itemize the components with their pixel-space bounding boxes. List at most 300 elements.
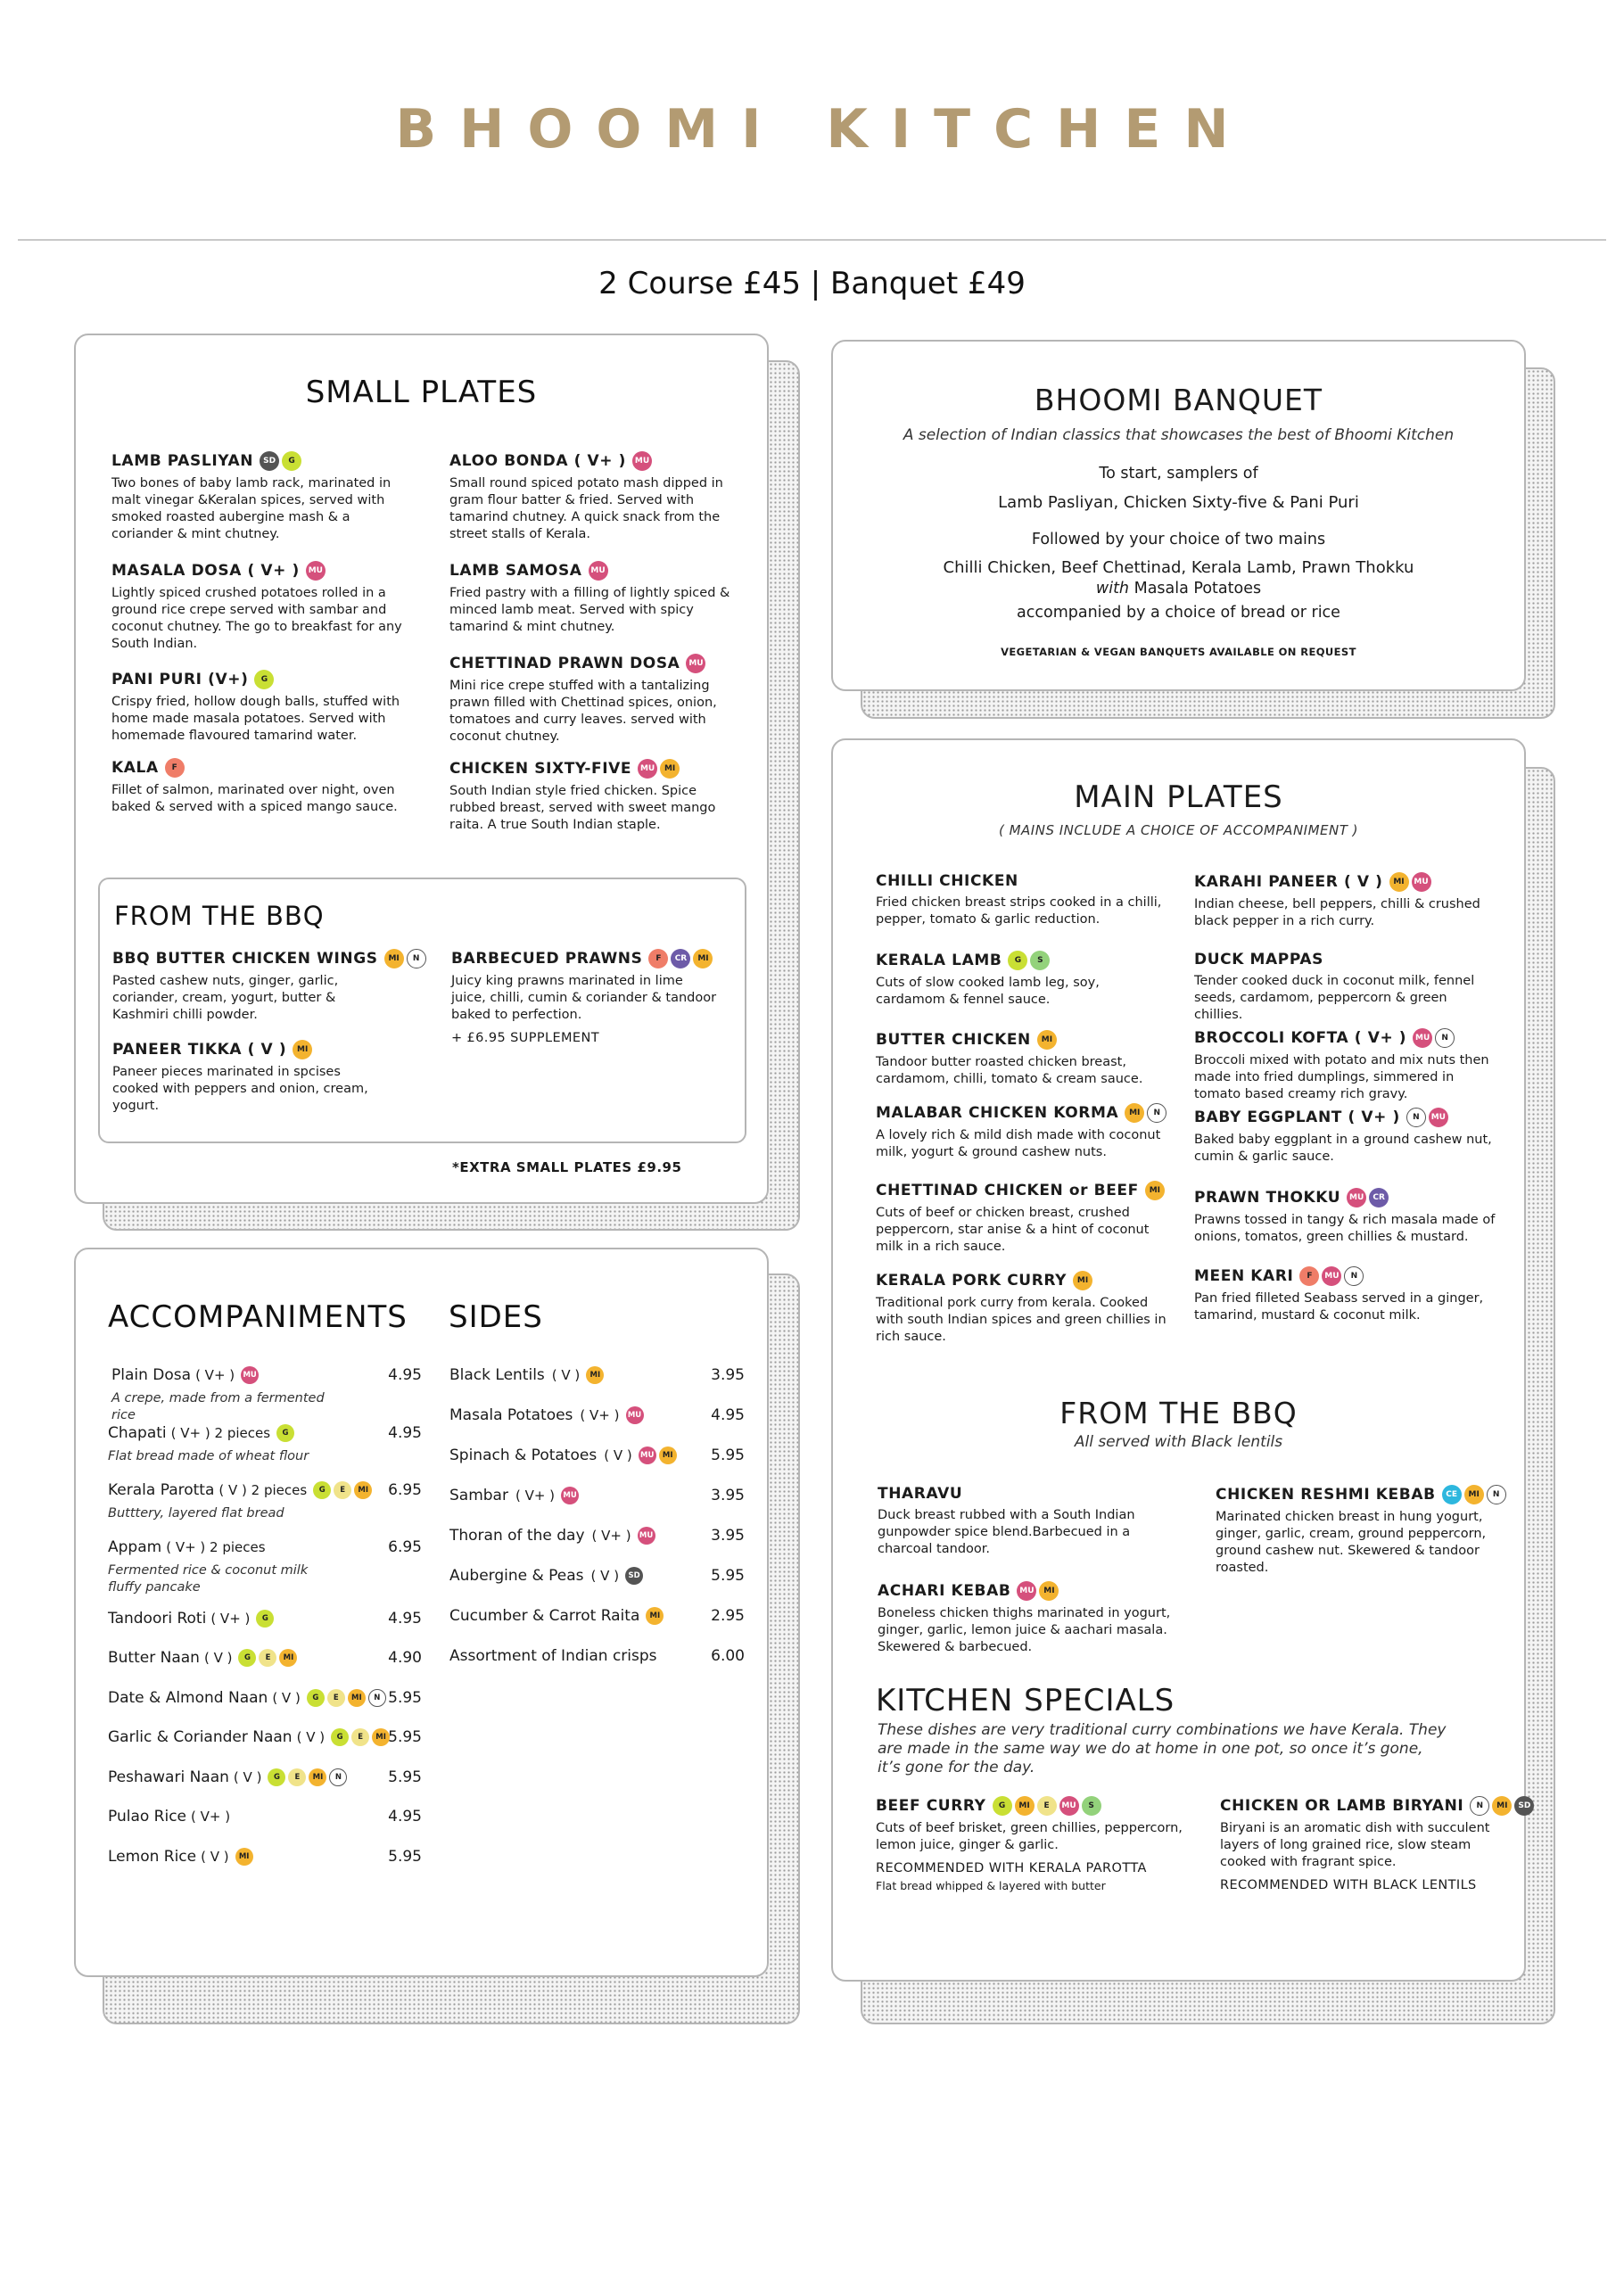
allergen-badge-sd: SD — [625, 1567, 643, 1585]
menu-item-name-row — [451, 949, 719, 968]
allergen-badge-n: N — [407, 949, 426, 968]
allergen-badge-mu: MU — [241, 1366, 259, 1384]
menu-item-note: RECOMMENDED WITH KERALA PAROTTA — [876, 1861, 1147, 1875]
side-price: 3.95 — [711, 1527, 745, 1545]
menu-item-subnote: Flat bread whipped & layered with butter — [876, 1879, 1106, 1892]
allergen-badge-g: G — [993, 1796, 1012, 1816]
accompaniment-row — [108, 1848, 253, 1866]
accompaniment-row — [111, 1366, 259, 1384]
accompaniment-row — [108, 1808, 230, 1826]
side-name: Cucumber & Carrot Raita — [449, 1607, 640, 1625]
menu-item-name-row — [449, 451, 744, 471]
menu-item-name-row — [876, 872, 1170, 890]
menu-item-note: RECOMMENDED WITH BLACK LENTILS — [1220, 1878, 1477, 1892]
menu-item-description: Two bones of baby lamb rack, marinated in malt vinegar &Keralan spices, served with smoked roasted aubergine mash & a coriander & mint chutney. — [111, 476, 392, 541]
allergen-badge-f: F — [1299, 1266, 1319, 1286]
menu-item — [112, 1040, 380, 1115]
allergen-badge-mi: MI — [348, 1689, 366, 1707]
menu-item-description: Lightly spiced crushed potatoes rolled in a ground rice crepe served with sambar and coconut chutney. The go to breakfast for any South Indian. — [111, 586, 402, 651]
menu-item-name-row — [1220, 1796, 1531, 1816]
menu-item-name-row — [449, 759, 744, 779]
allergen-badge-mu: MU — [1347, 1188, 1366, 1207]
accompaniment-price: 4.95 — [388, 1610, 422, 1628]
allergen-badge-n: N — [1470, 1796, 1489, 1816]
menu-item — [449, 654, 744, 746]
menu-item-name: CHILLI CHICKEN — [876, 872, 1018, 890]
accompaniment-tag: ( V+ ) — [195, 1367, 235, 1383]
allergen-badge-ce: CE — [1442, 1485, 1462, 1504]
menu-item-name: ACHARI KEBAB — [878, 1582, 1011, 1600]
menu-item-name-row — [1194, 1108, 1497, 1127]
banquet-footnote: VEGETARIAN & VEGAN BANQUETS AVAILABLE ON REQUEST — [1001, 646, 1356, 658]
menu-item-description: Crispy fried, hollow dough balls, stuffed with home made masala potatoes. Served with homemade flavoured tamarind water. — [111, 695, 400, 743]
allergen-badges — [1470, 1796, 1534, 1816]
side-price: 4.95 — [711, 1406, 745, 1424]
menu-item — [1194, 1188, 1497, 1246]
side-name: Spinach & Potatoes — [449, 1446, 598, 1464]
menu-item-name-row — [111, 758, 406, 778]
small-plates-panel — [74, 334, 769, 1204]
allergen-badge-mi: MI — [309, 1768, 326, 1786]
menu-item-description: Cuts of beef brisket, green chillies, peppercorn, lemon juice, ginger & garlic. — [876, 1821, 1183, 1852]
allergen-badges — [268, 1768, 347, 1786]
accompaniment-name: Date & Almond Naan — [108, 1689, 268, 1707]
menu-item-description: Pan fried filleted Seabass served in a ginger, tamarind, mustard & coconut milk. — [1194, 1291, 1484, 1323]
menu-item-name-row — [878, 1485, 1172, 1503]
menu-item-description: Duck breast rubbed with a South Indian gunpowder spice blend.Barbecued in a charcoal tandoor. — [878, 1508, 1135, 1556]
menu-item — [449, 759, 744, 834]
allergen-badge-mi: MI — [586, 1366, 604, 1384]
accompaniment-price: 6.95 — [388, 1481, 422, 1499]
menu-item-name: CHETTINAD CHICKEN or BEEF — [876, 1182, 1139, 1199]
menu-item-name: ALOO BONDA ( V+ ) — [449, 452, 627, 470]
accompaniment-tag: ( V+ ) 2 pieces — [170, 1425, 271, 1441]
menu-item-name-row — [876, 1796, 1197, 1816]
menu-item-name: CHETTINAD PRAWN DOSA — [449, 655, 680, 672]
menu-item-name: LAMB SAMOSA — [449, 562, 582, 580]
menu-item — [876, 1103, 1170, 1161]
menu-item-name-row — [1194, 951, 1497, 968]
allergen-badge-mi: MI — [354, 1481, 372, 1499]
kitchen-specials-title: KITCHEN SPECIALS — [876, 1683, 1175, 1718]
allergen-badge-mi: MI — [1492, 1796, 1512, 1816]
accompaniment-price: 5.95 — [388, 1848, 422, 1866]
small-plates-title: SMALL PLATES — [305, 375, 538, 410]
allergen-badge-n: N — [1435, 1028, 1455, 1048]
allergen-badges — [625, 1567, 643, 1585]
banquet-start-label: To start, samplers of — [1099, 465, 1258, 482]
menu-item-name-row — [876, 1271, 1170, 1290]
menu-item-name: BBQ BUTTER CHICKEN WINGS — [112, 950, 378, 968]
menu-item-name: MALABAR CHICKEN KORMA — [876, 1104, 1119, 1122]
allergen-badge-mi: MI — [1039, 1581, 1059, 1601]
menu-item-description: Boneless chicken thighs marinated in yogurt, ginger, garlic, lemon juice & aachari masala. Skewered & barbecued. — [878, 1606, 1171, 1654]
menu-item-description: Paneer pieces marinated in spcises cooked with peppers and onion, cream, yogurt. — [112, 1065, 368, 1113]
menu-item-name: MEEN KARI — [1194, 1267, 1294, 1285]
side-tag: ( V ) — [551, 1367, 581, 1383]
allergen-badges — [1017, 1581, 1059, 1601]
allergen-badges — [686, 654, 705, 673]
allergen-badge-mu: MU — [626, 1406, 644, 1424]
allergen-badges — [632, 451, 652, 471]
menu-item-name: MASALA DOSA ( V+ ) — [111, 562, 300, 580]
accompaniment-name: Appam — [108, 1538, 162, 1556]
banquet-with-line — [833, 580, 1524, 598]
menu-item-name-row — [876, 1030, 1170, 1050]
accompaniment-price: 4.95 — [388, 1366, 422, 1384]
allergen-badges — [648, 949, 713, 968]
accompaniment-tag: ( V ) 2 pieces — [218, 1482, 308, 1498]
allergen-badge-mi: MI — [384, 949, 404, 968]
accompaniment-row — [108, 1538, 266, 1556]
side-tag: ( V+ ) — [580, 1407, 620, 1423]
side-row — [449, 1567, 643, 1585]
allergen-badges — [638, 759, 680, 779]
allergen-badge-mu: MU — [1413, 1028, 1432, 1048]
pricing-line: 2 Course £45 | Banquet £49 — [598, 266, 1026, 301]
accompaniments-panel — [74, 1248, 769, 1977]
main-plates-panel — [831, 738, 1531, 1982]
allergen-badges — [1413, 1028, 1455, 1048]
allergen-badge-mi: MI — [293, 1040, 312, 1059]
side-price: 5.95 — [711, 1446, 745, 1464]
accompaniment-tag: ( V+ ) — [191, 1809, 231, 1825]
banquet-with-word: with — [1095, 580, 1130, 598]
side-price: 3.95 — [711, 1366, 745, 1384]
menu-item — [449, 451, 744, 543]
allergen-badge-s: S — [1082, 1796, 1101, 1816]
allergen-badges — [586, 1366, 604, 1384]
side-name: Black Lentils — [449, 1366, 545, 1384]
side-price: 2.95 — [711, 1607, 745, 1625]
menu-item-name: BROCCOLI KOFTA ( V+ ) — [1194, 1029, 1407, 1047]
menu-item — [876, 951, 1170, 1009]
menu-item — [878, 1485, 1172, 1558]
menu-item — [1216, 1485, 1510, 1577]
menu-item-name: DUCK MAPPAS — [1194, 951, 1323, 968]
menu-item-name-row — [449, 561, 744, 581]
allergen-badges — [626, 1406, 644, 1424]
menu-item — [876, 872, 1170, 928]
allergen-badge-n: N — [1147, 1103, 1166, 1123]
allergen-badge-e: E — [351, 1728, 369, 1746]
allergen-badges — [1145, 1181, 1165, 1200]
side-row — [449, 1607, 664, 1625]
allergen-badges — [638, 1527, 655, 1545]
allergen-badge-sd: SD — [260, 451, 279, 471]
menu-item-name: KERALA PORK CURRY — [876, 1272, 1068, 1290]
allergen-badges — [589, 561, 608, 581]
accompaniment-name: Tandoori Roti — [108, 1610, 207, 1628]
allergen-badge-mu: MU — [1017, 1581, 1036, 1601]
accompaniment-tag: ( V ) — [296, 1729, 326, 1745]
allergen-badge-mu: MU — [1429, 1108, 1448, 1127]
accompaniment-description: Butttery, layered flat bread — [108, 1506, 284, 1521]
accompaniment-price: 6.95 — [388, 1538, 422, 1556]
accompaniment-description: Flat bread made of wheat flour — [108, 1449, 309, 1463]
menu-item-description: Prawns tossed in tangy & rich masala made of onions, tomatos, green chillies & mustard. — [1194, 1213, 1496, 1244]
accompaniment-name: Butter Naan — [108, 1649, 200, 1667]
allergen-badge-mi: MI — [646, 1607, 664, 1625]
side-row — [449, 1527, 655, 1545]
allergen-badges — [254, 670, 274, 689]
accompaniment-row — [108, 1649, 297, 1667]
menu-item-name-row — [878, 1581, 1172, 1601]
allergen-badges — [1389, 872, 1431, 892]
menu-item-name: CHICKEN RESHMI KEBAB — [1216, 1486, 1436, 1504]
accompaniment-name: Kerala Parotta — [108, 1481, 215, 1499]
side-price: 6.00 — [711, 1647, 745, 1665]
allergen-badge-mi: MI — [1389, 872, 1409, 892]
allergen-badge-mu: MU — [632, 451, 652, 471]
allergen-badges — [238, 1649, 297, 1667]
menu-item-description: Pasted cashew nuts, ginger, garlic, coriander, cream, yogurt, butter & Kashmiri chilli powder. — [112, 974, 339, 1022]
allergen-badge-mi: MI — [659, 1446, 677, 1464]
allergen-badges — [293, 1040, 312, 1059]
allergen-badges — [993, 1796, 1101, 1816]
menu-item-description: Small round spiced potato mash dipped in gram flour batter & fried. Served with tamarind chutney. A quick snack from the street stalls of Kerala. — [449, 476, 723, 541]
side-tag: ( V+ ) — [591, 1528, 631, 1544]
accompaniment-row — [108, 1728, 390, 1746]
menu-item — [111, 670, 406, 745]
side-name: Thoran of the day — [449, 1527, 585, 1545]
menu-item-description: Indian cheese, bell peppers, chilli & crushed black pepper in a rich curry. — [1194, 897, 1480, 928]
banquet-mains-label: Followed by your choice of two mains — [1031, 531, 1326, 548]
menu-item-name-row — [876, 951, 1170, 970]
side-row — [449, 1446, 677, 1464]
menu-item-description: Fillet of salmon, marinated over night, oven baked & served with a spiced mango sauce. — [111, 783, 398, 814]
allergen-badge-n: N — [329, 1768, 347, 1786]
allergen-badges — [241, 1366, 259, 1384]
allergen-badge-mi: MI — [660, 759, 680, 779]
allergen-badges — [235, 1848, 253, 1866]
menu-item-name-row — [112, 949, 420, 968]
accompaniment-name: Garlic & Coriander Naan — [108, 1728, 293, 1746]
menu-item-name-row — [1216, 1485, 1510, 1504]
menu-item-name: LAMB PASLIYAN — [111, 452, 254, 470]
menu-item — [876, 1030, 1170, 1088]
side-tag: ( V ) — [604, 1447, 632, 1463]
allergen-badge-g: G — [268, 1768, 285, 1786]
allergen-badge-g: G — [331, 1728, 349, 1746]
header-divider — [18, 239, 1606, 241]
allergen-badge-e: E — [1037, 1796, 1057, 1816]
allergen-badge-mu: MU — [639, 1446, 656, 1464]
accompaniment-description: Fermented rice & coconut milk fluffy pancake — [108, 1563, 309, 1595]
menu-item-name-row — [1194, 1188, 1497, 1207]
allergen-badges — [384, 949, 426, 968]
main-plates-title: MAIN PLATES — [1074, 779, 1283, 815]
menu-item-description: Traditional pork curry from kerala. Cooked with south Indian spices and green chillies in rich sauce. — [876, 1296, 1166, 1344]
accompaniments-title: ACCOMPANIMENTS — [108, 1299, 408, 1335]
side-name: Sambar — [449, 1487, 508, 1504]
allergen-badge-sd: SD — [1514, 1796, 1534, 1816]
allergen-badge-mu: MU — [638, 1527, 655, 1545]
allergen-badges — [306, 561, 326, 581]
allergen-badge-g: G — [282, 451, 301, 471]
allergen-badges — [1299, 1266, 1364, 1286]
menu-item-name: KARAHI PANEER ( V ) — [1194, 873, 1383, 891]
menu-item — [1194, 1028, 1497, 1103]
accompaniment-name: Plain Dosa — [111, 1366, 192, 1384]
accompaniment-name: Peshawari Naan — [108, 1768, 229, 1786]
menu-item-description: Fried chicken breast strips cooked in a chilli, pepper, tomato & garlic reduction. — [876, 895, 1162, 927]
allergen-badges — [639, 1446, 677, 1464]
allergen-badge-e: E — [259, 1649, 276, 1667]
menu-item-name: BEEF CURRY — [876, 1797, 986, 1815]
menu-item — [1194, 872, 1497, 930]
menu-item-name-row — [111, 561, 406, 581]
menu-item-description: Biryani is an aromatic dish with succulent layers of long grained rice, slow steam cooked with fragrant spice. — [1220, 1821, 1490, 1869]
allergen-badge-g: G — [276, 1424, 294, 1442]
allergen-badge-mu: MU — [1059, 1796, 1079, 1816]
accompaniment-price: 4.95 — [388, 1424, 422, 1442]
allergen-badge-mu: MU — [306, 561, 326, 581]
menu-item-name: BARBECUED PRAWNS — [451, 950, 643, 968]
allergen-badge-mu: MU — [638, 759, 657, 779]
menu-item-description: Tender cooked duck in coconut milk, fennel seeds, cardamom, peppercorn & green chillies. — [1194, 974, 1475, 1022]
menu-item-description: Juicy king prawns marinated in lime juice, chilli, cumin & coriander & tandoor baked to perfection. — [451, 974, 717, 1022]
allergen-badge-n: N — [1406, 1108, 1426, 1127]
menu-item — [449, 561, 744, 636]
allergen-badge-mu: MU — [686, 654, 705, 673]
menu-item — [111, 758, 406, 816]
allergen-badge-g: G — [1008, 951, 1027, 970]
menu-item — [1194, 1266, 1497, 1324]
banquet-mains-items: Chilli Chicken, Beef Chettinad, Kerala Lamb, Prawn Thokku — [943, 558, 1414, 577]
allergen-badge-mi: MI — [1464, 1485, 1484, 1504]
menu-item-name-row — [1194, 1266, 1497, 1286]
allergen-badge-mu: MU — [1412, 872, 1431, 892]
main-bbq-subtitle: All served with Black lentils — [1074, 1433, 1283, 1451]
accompaniment-price: 5.95 — [388, 1768, 422, 1786]
allergen-badge-n: N — [368, 1689, 386, 1707]
side-price: 5.95 — [711, 1567, 745, 1585]
side-row — [449, 1406, 644, 1424]
accompaniment-name: Pulao Rice — [108, 1808, 187, 1826]
allergen-badges — [276, 1424, 294, 1442]
side-row — [449, 1487, 579, 1504]
small-plates-bbq-title: FROM THE BBQ — [114, 901, 325, 931]
accompaniment-price: 5.95 — [388, 1689, 422, 1707]
accompaniment-tag: ( V ) — [203, 1650, 233, 1666]
menu-item-name: THARAVU — [878, 1485, 963, 1503]
allergen-badges — [313, 1481, 372, 1499]
side-name: Assortment of Indian crisps — [449, 1647, 657, 1665]
accompaniment-row — [108, 1610, 274, 1628]
menu-item-name: CHICKEN SIXTY-FIVE — [449, 760, 632, 778]
side-price: 3.95 — [711, 1487, 745, 1504]
allergen-badges — [1406, 1108, 1448, 1127]
menu-item — [451, 949, 719, 1045]
menu-item-name: BABY EGGPLANT ( V+ ) — [1194, 1109, 1400, 1126]
menu-item-name: PRAWN THOKKU — [1194, 1189, 1341, 1207]
accompaniment-tag: ( V ) — [272, 1690, 301, 1706]
menu-item — [1194, 951, 1497, 1024]
allergen-badge-mi: MI — [372, 1728, 390, 1746]
menu-item-description: Tandoor butter roasted chicken breast, cardamom, chilli, tomato & cream sauce. — [876, 1055, 1143, 1086]
sides-title: SIDES — [449, 1299, 543, 1335]
menu-item-description: Cuts of slow cooked lamb leg, soy, cardamom & fennel sauce. — [876, 976, 1100, 1007]
menu-item-name-row — [112, 1040, 380, 1059]
allergen-badge-mi: MI — [279, 1649, 297, 1667]
kitchen-specials-subtitle: These dishes are very traditional curry combinations we have Kerala. They are made in the same way we do at home in one pot, so once it’s gone, it’s gone for the day. — [878, 1721, 1447, 1776]
menu-item-name: CHICKEN OR LAMB BIRYANI — [1220, 1797, 1464, 1815]
allergen-badge-g: G — [313, 1481, 331, 1499]
main-plates-subtitle: ( MAINS INCLUDE A CHOICE OF ACCOMPANIMENT ) — [998, 822, 1359, 838]
allergen-badge-f: F — [648, 949, 668, 968]
allergen-badge-mi: MI — [1073, 1271, 1092, 1290]
accompaniment-tag: ( V+ ) — [210, 1611, 251, 1627]
allergen-badge-s: S — [1030, 951, 1050, 970]
allergen-badges — [1442, 1485, 1506, 1504]
accompaniment-description: A crepe, made from a fermented rice — [111, 1391, 325, 1422]
accompaniment-row — [108, 1481, 372, 1499]
banquet-title: BHOOMI BANQUET — [1034, 383, 1323, 417]
menu-item-name: PANI PURI (V+) — [111, 671, 249, 688]
allergen-badge-cr: CR — [1369, 1188, 1389, 1207]
menu-item — [1194, 1108, 1497, 1166]
banquet-panel — [831, 340, 1526, 691]
menu-item-description: Broccoli mixed with potato and mix nuts then made into fried dumplings, simmered in tomato based creamy rich gravy. — [1194, 1053, 1489, 1101]
accompaniment-name: Lemon Rice — [108, 1848, 197, 1866]
menu-item-description: A lovely rich & mild dish made with coconut milk, yogurt & ground cashew nuts. — [876, 1128, 1161, 1159]
menu-item-description: Cuts of beef or chicken breast, crushed peppercorn, star anise & a hint of coconut milk in a rich sauce. — [876, 1206, 1150, 1254]
menu-item-name-row — [1194, 872, 1497, 892]
allergen-badge-mi: MI — [1145, 1181, 1165, 1200]
allergen-badge-f: F — [165, 758, 185, 778]
menu-item-note: + £6.95 SUPPLEMENT — [451, 1031, 599, 1045]
allergen-badge-g: G — [307, 1689, 325, 1707]
allergen-badge-g: G — [238, 1649, 256, 1667]
allergen-badges — [1347, 1188, 1389, 1207]
allergen-badge-e: E — [334, 1481, 351, 1499]
allergen-badges — [1125, 1103, 1166, 1123]
menu-item — [878, 1581, 1172, 1656]
allergen-badge-mu: MU — [561, 1487, 579, 1504]
accompaniment-price: 4.95 — [388, 1808, 422, 1826]
menu-item-name-row — [1194, 1028, 1497, 1048]
banquet-accompanied: accompanied by a choice of bread or rice — [1017, 604, 1340, 622]
allergen-badge-n: N — [1344, 1266, 1364, 1286]
side-name: Masala Potatoes — [449, 1406, 573, 1424]
main-bbq-title: FROM THE BBQ — [1059, 1396, 1298, 1430]
accompaniment-price: 5.95 — [388, 1728, 422, 1746]
menu-item-name-row — [876, 1181, 1170, 1200]
accompaniment-name: Chapati — [108, 1424, 167, 1442]
menu-item-description: Marinated chicken breast in hung yogurt, ginger, garlic, cream, ground peppercorn, ground cashew nut. Skewered & tandoor roasted. — [1216, 1510, 1487, 1575]
side-name: Aubergine & Peas — [449, 1567, 584, 1585]
allergen-badge-mi: MI — [235, 1848, 253, 1866]
allergen-badge-e: E — [327, 1689, 345, 1707]
allergen-badges — [561, 1487, 579, 1504]
accompaniment-tag: ( V ) — [233, 1769, 262, 1785]
accompaniment-row — [108, 1424, 294, 1442]
small-plates-bbq-box — [98, 878, 746, 1143]
allergen-badge-n: N — [1487, 1485, 1506, 1504]
side-row — [449, 1647, 657, 1665]
allergen-badge-mi: MI — [1015, 1796, 1035, 1816]
allergen-badge-mu: MU — [589, 561, 608, 581]
allergen-badges — [165, 758, 185, 778]
menu-item-description: Mini rice crepe stuffed with a tantalizing prawn filled with Chettinad spices, onion, tomatoes and curry leaves. served with coconut chutney. — [449, 679, 717, 744]
menu-item-name-row — [111, 670, 406, 689]
menu-item-description: Baked baby eggplant in a ground cashew nut, cumin & garlic sauce. — [1194, 1133, 1492, 1164]
accompaniment-price: 4.90 — [388, 1649, 422, 1667]
menu-item-name: BUTTER CHICKEN — [876, 1031, 1031, 1049]
extra-small-plates-note: *EXTRA SMALL PLATES £9.95 — [452, 1159, 682, 1175]
menu-item-name-row — [876, 1103, 1170, 1123]
